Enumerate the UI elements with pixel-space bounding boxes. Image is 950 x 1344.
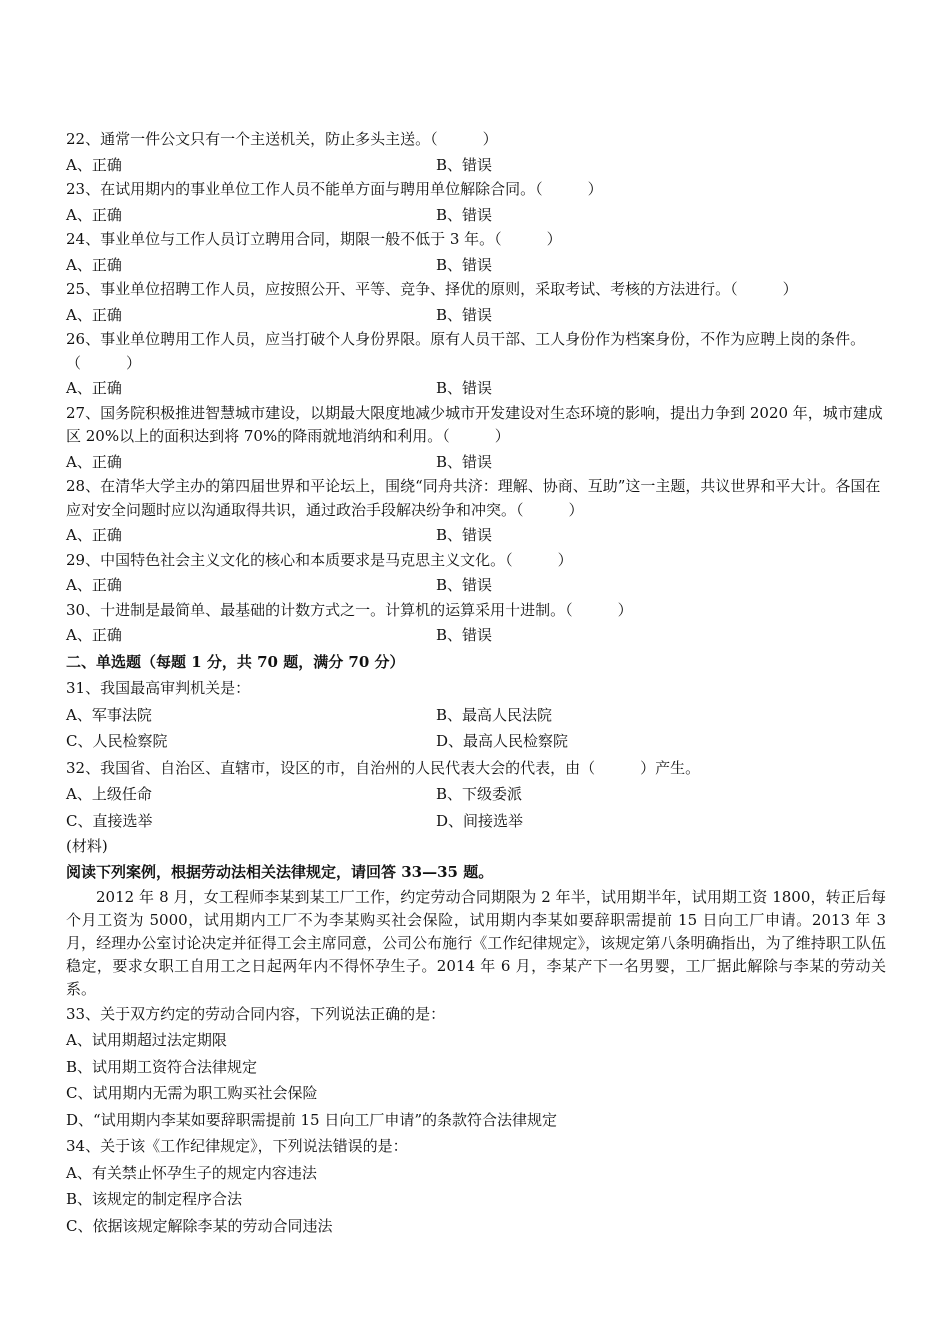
material-heading: 阅读下列案例，根据劳动法相关法律规定，请回答 33—35 题。 xyxy=(66,863,494,881)
option-a: A、正确 xyxy=(66,626,122,644)
option-row xyxy=(66,622,886,649)
question-text: 27、国务院积极推进智慧城市建设，以期最大限度地减少城市开发建设对生态环境的影响，提出力争到 2020 年，城市建成区 20%以上的面积达到将 70%的降雨就地消纳和利用。（ ） xyxy=(66,403,883,445)
option-row xyxy=(66,302,886,329)
option-row xyxy=(66,252,886,279)
question-text: 28、在清华大学主办的第四届世界和平论坛上，围绕“同舟共济：理解、协商、互助”这一主题，共议世界和平大计。各国在应对安全问题时应以沟通取得共识，通过政治手段解决纷争和冲突。（ ） xyxy=(66,477,881,519)
section-heading: 二、单选题（每题 1 分，共 70 题，满分 70 分） xyxy=(66,652,405,671)
option-d: D、最高人民检察院 xyxy=(436,732,569,750)
tf-question xyxy=(66,128,886,178)
option-d: D、间接选举 xyxy=(436,811,524,830)
option-c: C、直接选举 xyxy=(66,811,153,830)
option-c: C、人民检察院 xyxy=(66,732,168,750)
material-paragraph: 2012 年 8 月，女工程师李某到某工厂工作，约定劳动合同期限为 2 年半，试用期半年，试用期工资 1800，转正后每个月工资为 5000，试用期内工厂不为李某购买社会保险，试用期内李某如要辞职需提前 15 日向工厂申请。2013 年 3 月，经理办公室讨论决定并征得工会主席同意，公司公布施行《工作纪律规定》，该规定第八条明确指出，为了维持职工队伍稳定，要求女职工自用工之日起两年内不得怀孕生子。2014 年 6 月，李某产下一名男婴，工厂据此解除与李某的劳动关系。 xyxy=(66,887,886,998)
question-text: 25、事业单位招聘工作人员，应按照公开、平等、竞争、择优的原则，采取考试、考核的方法进行。（ ） xyxy=(66,280,798,298)
option-a: A、正确 xyxy=(66,255,122,274)
option-a: A、正确 xyxy=(66,379,122,397)
question-text: 26、事业单位聘用工作人员，应当打破个人身份界限。原有人员干部、工人身份作为档案身份，不作为应聘上岗的条件。（ ） xyxy=(66,330,866,372)
option-row xyxy=(66,152,886,179)
option-d: D、“试用期内李某如要辞职需提前 15 日向工厂申请”的条款符合法律规定 xyxy=(66,1110,557,1129)
option-b: B、错误 xyxy=(436,255,493,274)
option-a: A、正确 xyxy=(66,155,122,174)
tf-question xyxy=(66,475,886,549)
question-text: 22、通常一件公文只有一个主送机关，防止多头主送。（ ） xyxy=(66,130,498,148)
option-b: B、错误 xyxy=(436,155,493,174)
option-row xyxy=(66,522,886,549)
option-a: A、正确 xyxy=(66,452,122,471)
option-b: B、错误 xyxy=(436,379,493,397)
question-text: 34、关于该《工作纪律规定》，下列说法错误的是： xyxy=(66,1137,408,1155)
question-33 xyxy=(66,1001,886,1134)
option-row xyxy=(66,375,886,402)
tf-question xyxy=(66,178,886,228)
option-b: B、错误 xyxy=(436,626,493,644)
option-b: B、错误 xyxy=(436,305,493,324)
option-row xyxy=(66,808,886,835)
option-row xyxy=(66,728,886,755)
option-row xyxy=(66,781,886,808)
question-32 xyxy=(66,755,886,835)
tf-question xyxy=(66,228,886,278)
option-row xyxy=(66,202,886,229)
option-b: B、下级委派 xyxy=(436,785,523,803)
option-a: A、正确 xyxy=(66,205,122,224)
option-a: A、正确 xyxy=(66,576,122,594)
question-31 xyxy=(66,675,886,755)
option-b: B、试用期工资符合法律规定 xyxy=(66,1057,258,1076)
tf-question xyxy=(66,599,886,649)
question-text: 23、在试用期内的事业单位工作人员不能单方面与聘用单位解除合同。（ ） xyxy=(66,180,603,198)
option-a: A、上级任命 xyxy=(66,785,152,803)
option-c: C、试用期内无需为职工购买社会保险 xyxy=(66,1084,318,1102)
question-text: 30、十进制是最简单、最基础的计数方式之一。计算机的运算采用十进制。（ ） xyxy=(66,600,633,619)
question-text: 33、关于双方约定的劳动合同内容，下列说法正确的是： xyxy=(66,1004,446,1023)
option-c: C、依据该规定解除李某的劳动合同违法 xyxy=(66,1216,333,1235)
question-34 xyxy=(66,1133,886,1239)
tf-question xyxy=(66,278,886,328)
tf-question xyxy=(66,402,886,476)
question-text: 29、中国特色社会主义文化的核心和本质要求是马克思主义文化。（ ） xyxy=(66,550,573,569)
exam-page xyxy=(66,128,886,1239)
question-text: 31、我国最高审判机关是： xyxy=(66,679,251,697)
option-b: B、错误 xyxy=(436,576,493,594)
true-false-section xyxy=(66,128,886,649)
tf-question xyxy=(66,328,886,402)
option-b: B、错误 xyxy=(436,526,493,544)
question-text: 24、事业单位与工作人员订立聘用合同，期限一般不低于 3 年。（ ） xyxy=(66,230,562,248)
option-a: A、军事法院 xyxy=(66,705,152,724)
option-row xyxy=(66,702,886,729)
tf-question xyxy=(66,549,886,599)
option-b: B、错误 xyxy=(436,452,493,471)
option-a: A、有关禁止怀孕生子的规定内容违法 xyxy=(66,1163,317,1182)
option-b: B、该规定的制定程序合法 xyxy=(66,1190,243,1208)
option-row xyxy=(66,572,886,599)
option-b: B、错误 xyxy=(436,205,493,224)
option-b: B、最高人民法院 xyxy=(436,705,553,724)
option-row xyxy=(66,449,886,476)
option-a: A、正确 xyxy=(66,526,122,544)
question-text: 32、我国省、自治区、直辖市，设区的市，自治州的人民代表大会的代表，由（ ）产生。 xyxy=(66,758,701,777)
option-a: A、正确 xyxy=(66,305,122,324)
material-label: (材料) xyxy=(66,837,108,855)
option-a: A、试用期超过法定期限 xyxy=(66,1031,227,1049)
